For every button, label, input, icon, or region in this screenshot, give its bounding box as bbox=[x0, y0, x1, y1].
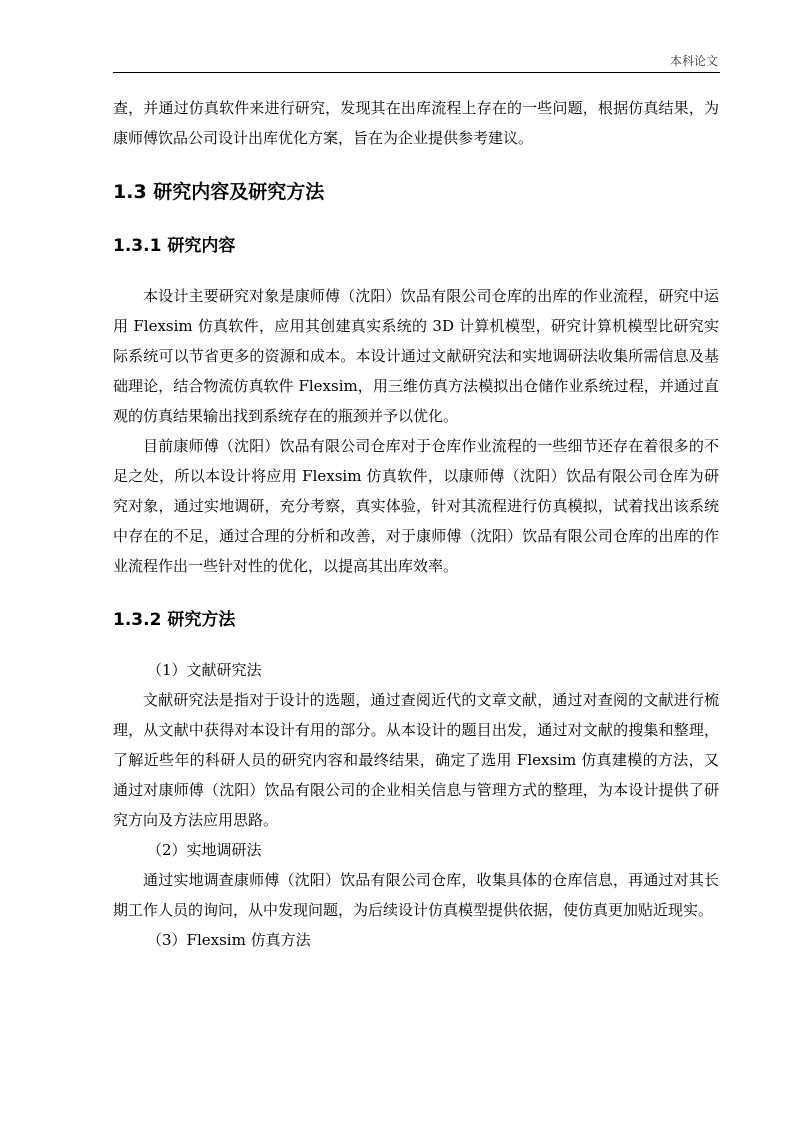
method-3-label: （3）Flexsim 仿真方法 bbox=[147, 931, 311, 949]
method-2-label: （2）实地调研法 bbox=[147, 841, 262, 859]
method-1-label: （1）文献研究法 bbox=[147, 661, 262, 679]
section-heading-1-3: 1.3 研究内容及研究方法 bbox=[113, 181, 325, 203]
method-2-paragraph: 通过实地调查康师傅（沈阳）饮品有限公司仓库，收集具体的仓库信息，再通过对其长期工作人员的询问，从中发现问题，为后续设计仿真模型提供依据，使仿真更加贴近现实。 bbox=[113, 871, 719, 919]
content-paragraph-1: 本设计主要研究对象是康师傅（沈阳）饮品有限公司仓库的出库的作业流程，研究中运用 Flexsim 仿真软件，应用其创建真实系统的 3D 计算机模型，研究计算机模型比研究实际系统可以节省更多的资源和成本。本设计通过文献研究法和实地调研法收集所需信息及基础理论，结合物流仿真软件 Flexsim，用三维仿真方法模拟出仓储作业系统过程，并通过直观的仿真结果输出找到系统存在的瓶颈并予以优化。 bbox=[113, 287, 719, 425]
section-heading-1-3-1: 1.3.1 研究内容 bbox=[113, 236, 236, 256]
section-heading-1-3-2: 1.3.2 研究方法 bbox=[113, 610, 236, 630]
page-header-label: 本科论文 bbox=[669, 54, 718, 68]
intro-paragraph: 查，并通过仿真软件来进行研究，发现其在出库流程上存在的一些问题，根据仿真结果，为康师傅饮品公司设计出库优化方案，旨在为企业提供参考建议。 bbox=[113, 99, 719, 147]
method-1-paragraph: 文献研究法是指对于设计的选题，通过查阅近代的文章文献，通过对查阅的文献进行梳理，从文献中获得对本设计有用的部分。从本设计的题目出发，通过对文献的搜集和整理，了解近些年的科研人员的研究内容和最终结果，确定了选用 Flexsim 仿真建模的方法，又通过对康师傅（沈阳）饮品有限公司的企业相关信息与管理方式的整理，为本设计提供了研究方向及方法应用思路。 bbox=[113, 691, 719, 829]
document-body bbox=[113, 93, 719, 955]
content-paragraph-2: 目前康师傅（沈阳）饮品有限公司仓库对于仓库作业流程的一些细节还存在着很多的不足之处，所以本设计将应用 Flexsim 仿真软件，以康师傅（沈阳）饮品有限公司仓库为研究对象，通过实地调研，充分考察，真实体验，针对其流程进行仿真模拟，试着找出该系统中存在的不足，通过合理的分析和改善，对于康师傅（沈阳）饮品有限公司仓库的出库的作业流程作出一些针对性的优化，以提高其出库效率。 bbox=[113, 437, 719, 575]
header-divider bbox=[113, 72, 720, 73]
